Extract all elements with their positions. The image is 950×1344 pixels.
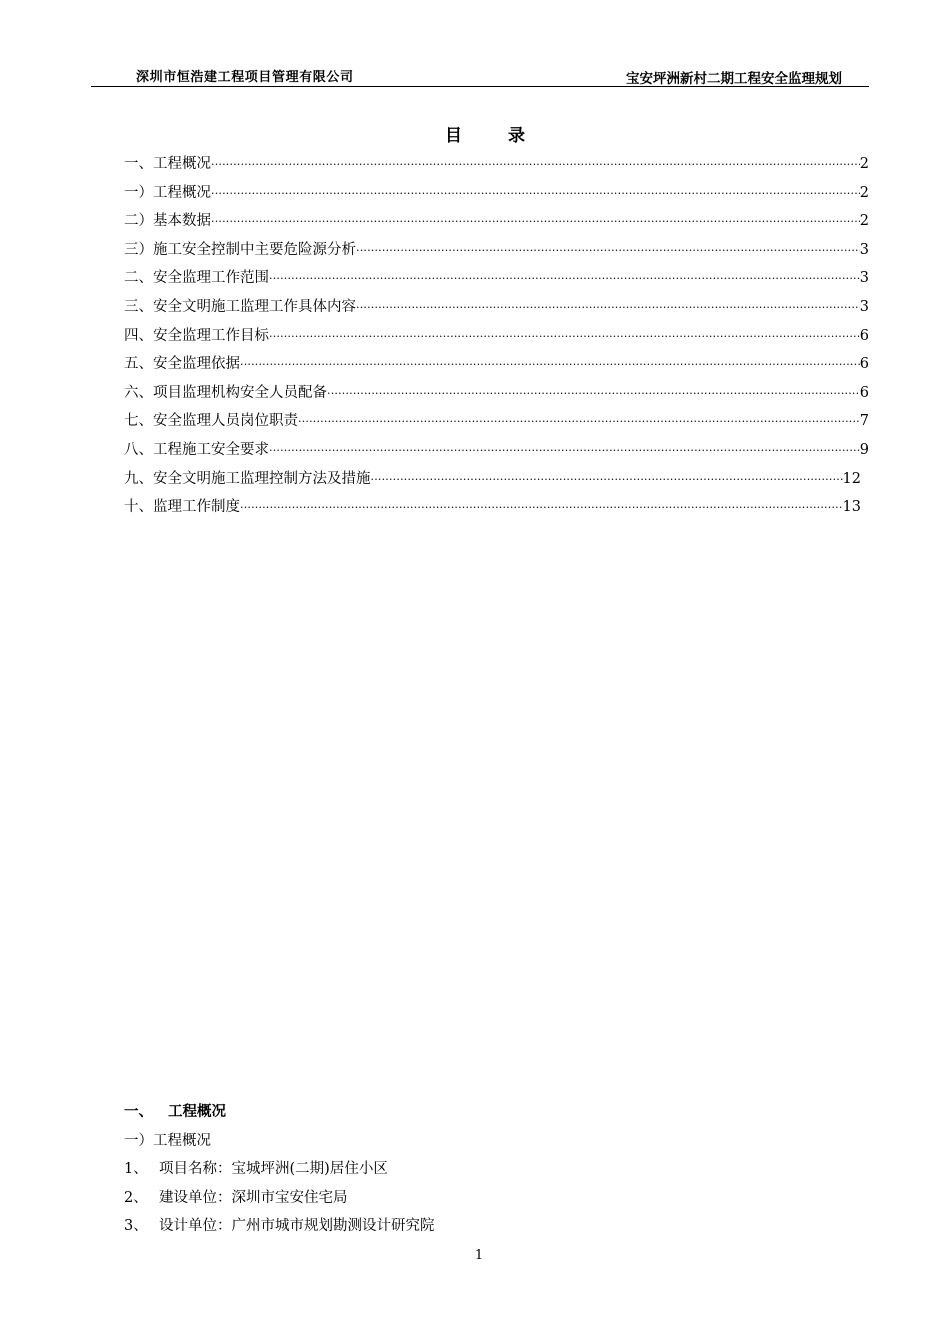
- toc-entry[interactable]: [124, 293, 869, 322]
- toc-entry-label: 九、安全文明施工监理控制方法及措施: [124, 470, 371, 487]
- toc-leader-dots: [211, 208, 860, 237]
- toc-entry-page: 2: [859, 184, 869, 201]
- toc-leader-dots: [371, 466, 843, 495]
- toc-entry-page: 3: [859, 270, 869, 287]
- toc-leader-dots: [240, 351, 860, 380]
- toc-leader-dots: [269, 437, 860, 466]
- sub-heading: 一）工程概况: [124, 1132, 211, 1149]
- toc-entry-page: 3: [859, 241, 869, 258]
- toc-leader-dots: [269, 265, 860, 294]
- page-number: 1: [474, 1248, 484, 1263]
- toc-entry-page: 6: [859, 356, 869, 373]
- toc-entry[interactable]: [124, 350, 869, 379]
- toc-leader-dots: [298, 408, 860, 437]
- toc-leader-dots: [356, 294, 860, 323]
- header-document-title: 宝安坪洲新村二期工程安全监理规划: [626, 71, 842, 87]
- toc-entry-label: 四、安全监理工作目标: [124, 327, 269, 344]
- toc-entry[interactable]: [124, 465, 861, 494]
- toc-entry-label: 三、安全文明施工监理工作具体内容: [124, 298, 356, 315]
- toc-entry-page: 7: [859, 413, 869, 430]
- toc-entry-label: 二）基本数据: [124, 213, 211, 230]
- section-project-overview: [124, 1098, 869, 1241]
- section-number: 一、: [124, 1104, 153, 1120]
- item-number: 2、: [124, 1189, 148, 1206]
- toc-entry-page: 2: [859, 213, 869, 230]
- toc-leader-dots: [356, 237, 860, 266]
- toc-entry-label: 一）工程概况: [124, 184, 211, 201]
- toc-entry-page: 6: [859, 384, 869, 401]
- toc-entry[interactable]: [124, 379, 869, 408]
- item-number: 1、: [124, 1161, 148, 1177]
- list-item: [124, 1184, 869, 1213]
- item-text: 项目名称：宝城坪洲(二期)居住小区: [159, 1161, 388, 1177]
- header-company: 深圳市恒浩建工程项目管理有限公司: [136, 70, 354, 85]
- header-rule: [91, 86, 869, 87]
- toc-entry[interactable]: [124, 236, 869, 265]
- toc-entry[interactable]: [124, 179, 869, 208]
- toc-title: 目 录: [445, 126, 545, 146]
- toc-leader-dots: [240, 494, 843, 523]
- toc-entry[interactable]: [124, 322, 869, 351]
- toc-entry[interactable]: [124, 207, 869, 236]
- toc-leader-dots: [211, 151, 860, 180]
- toc-entry-page: 12: [842, 470, 861, 487]
- toc-entry-page: 13: [842, 499, 861, 516]
- toc-leader-dots: [327, 380, 860, 409]
- item-text: 建设单位：深圳市宝安住宅局: [159, 1189, 348, 1206]
- toc-entry-label: 八、工程施工安全要求: [124, 441, 269, 458]
- toc-entry[interactable]: [124, 264, 869, 293]
- toc-entry-label: 一、工程概况: [124, 156, 211, 172]
- toc-entry-label: 七、安全监理人员岗位职责: [124, 413, 298, 430]
- list-item: [124, 1155, 869, 1184]
- table-of-contents: [124, 150, 869, 522]
- toc-entry-page: 6: [859, 327, 869, 344]
- toc-entry-page: 2: [859, 156, 869, 172]
- toc-leader-dots: [269, 323, 860, 352]
- toc-entry[interactable]: [124, 150, 869, 179]
- section-title: 工程概况: [168, 1104, 226, 1120]
- toc-entry-label: 五、安全监理依据: [124, 356, 240, 373]
- toc-entry[interactable]: [124, 493, 861, 522]
- toc-entry[interactable]: [124, 407, 869, 436]
- item-text: 设计单位：广州市城市规划勘测设计研究院: [159, 1218, 435, 1234]
- toc-entry[interactable]: [124, 436, 869, 465]
- toc-entry-label: 六、项目监理机构安全人员配备: [124, 384, 327, 401]
- toc-entry-page: 3: [859, 298, 869, 315]
- toc-leader-dots: [211, 180, 860, 209]
- item-number: 3、: [124, 1218, 148, 1234]
- toc-entry-page: 9: [859, 441, 869, 458]
- toc-entry-label: 十、监理工作制度: [124, 499, 240, 516]
- toc-entry-label: 三）施工安全控制中主要危险源分析: [124, 241, 356, 258]
- section-heading: [124, 1098, 869, 1127]
- list-item: [124, 1212, 869, 1241]
- toc-entry-label: 二、安全监理工作范围: [124, 270, 269, 287]
